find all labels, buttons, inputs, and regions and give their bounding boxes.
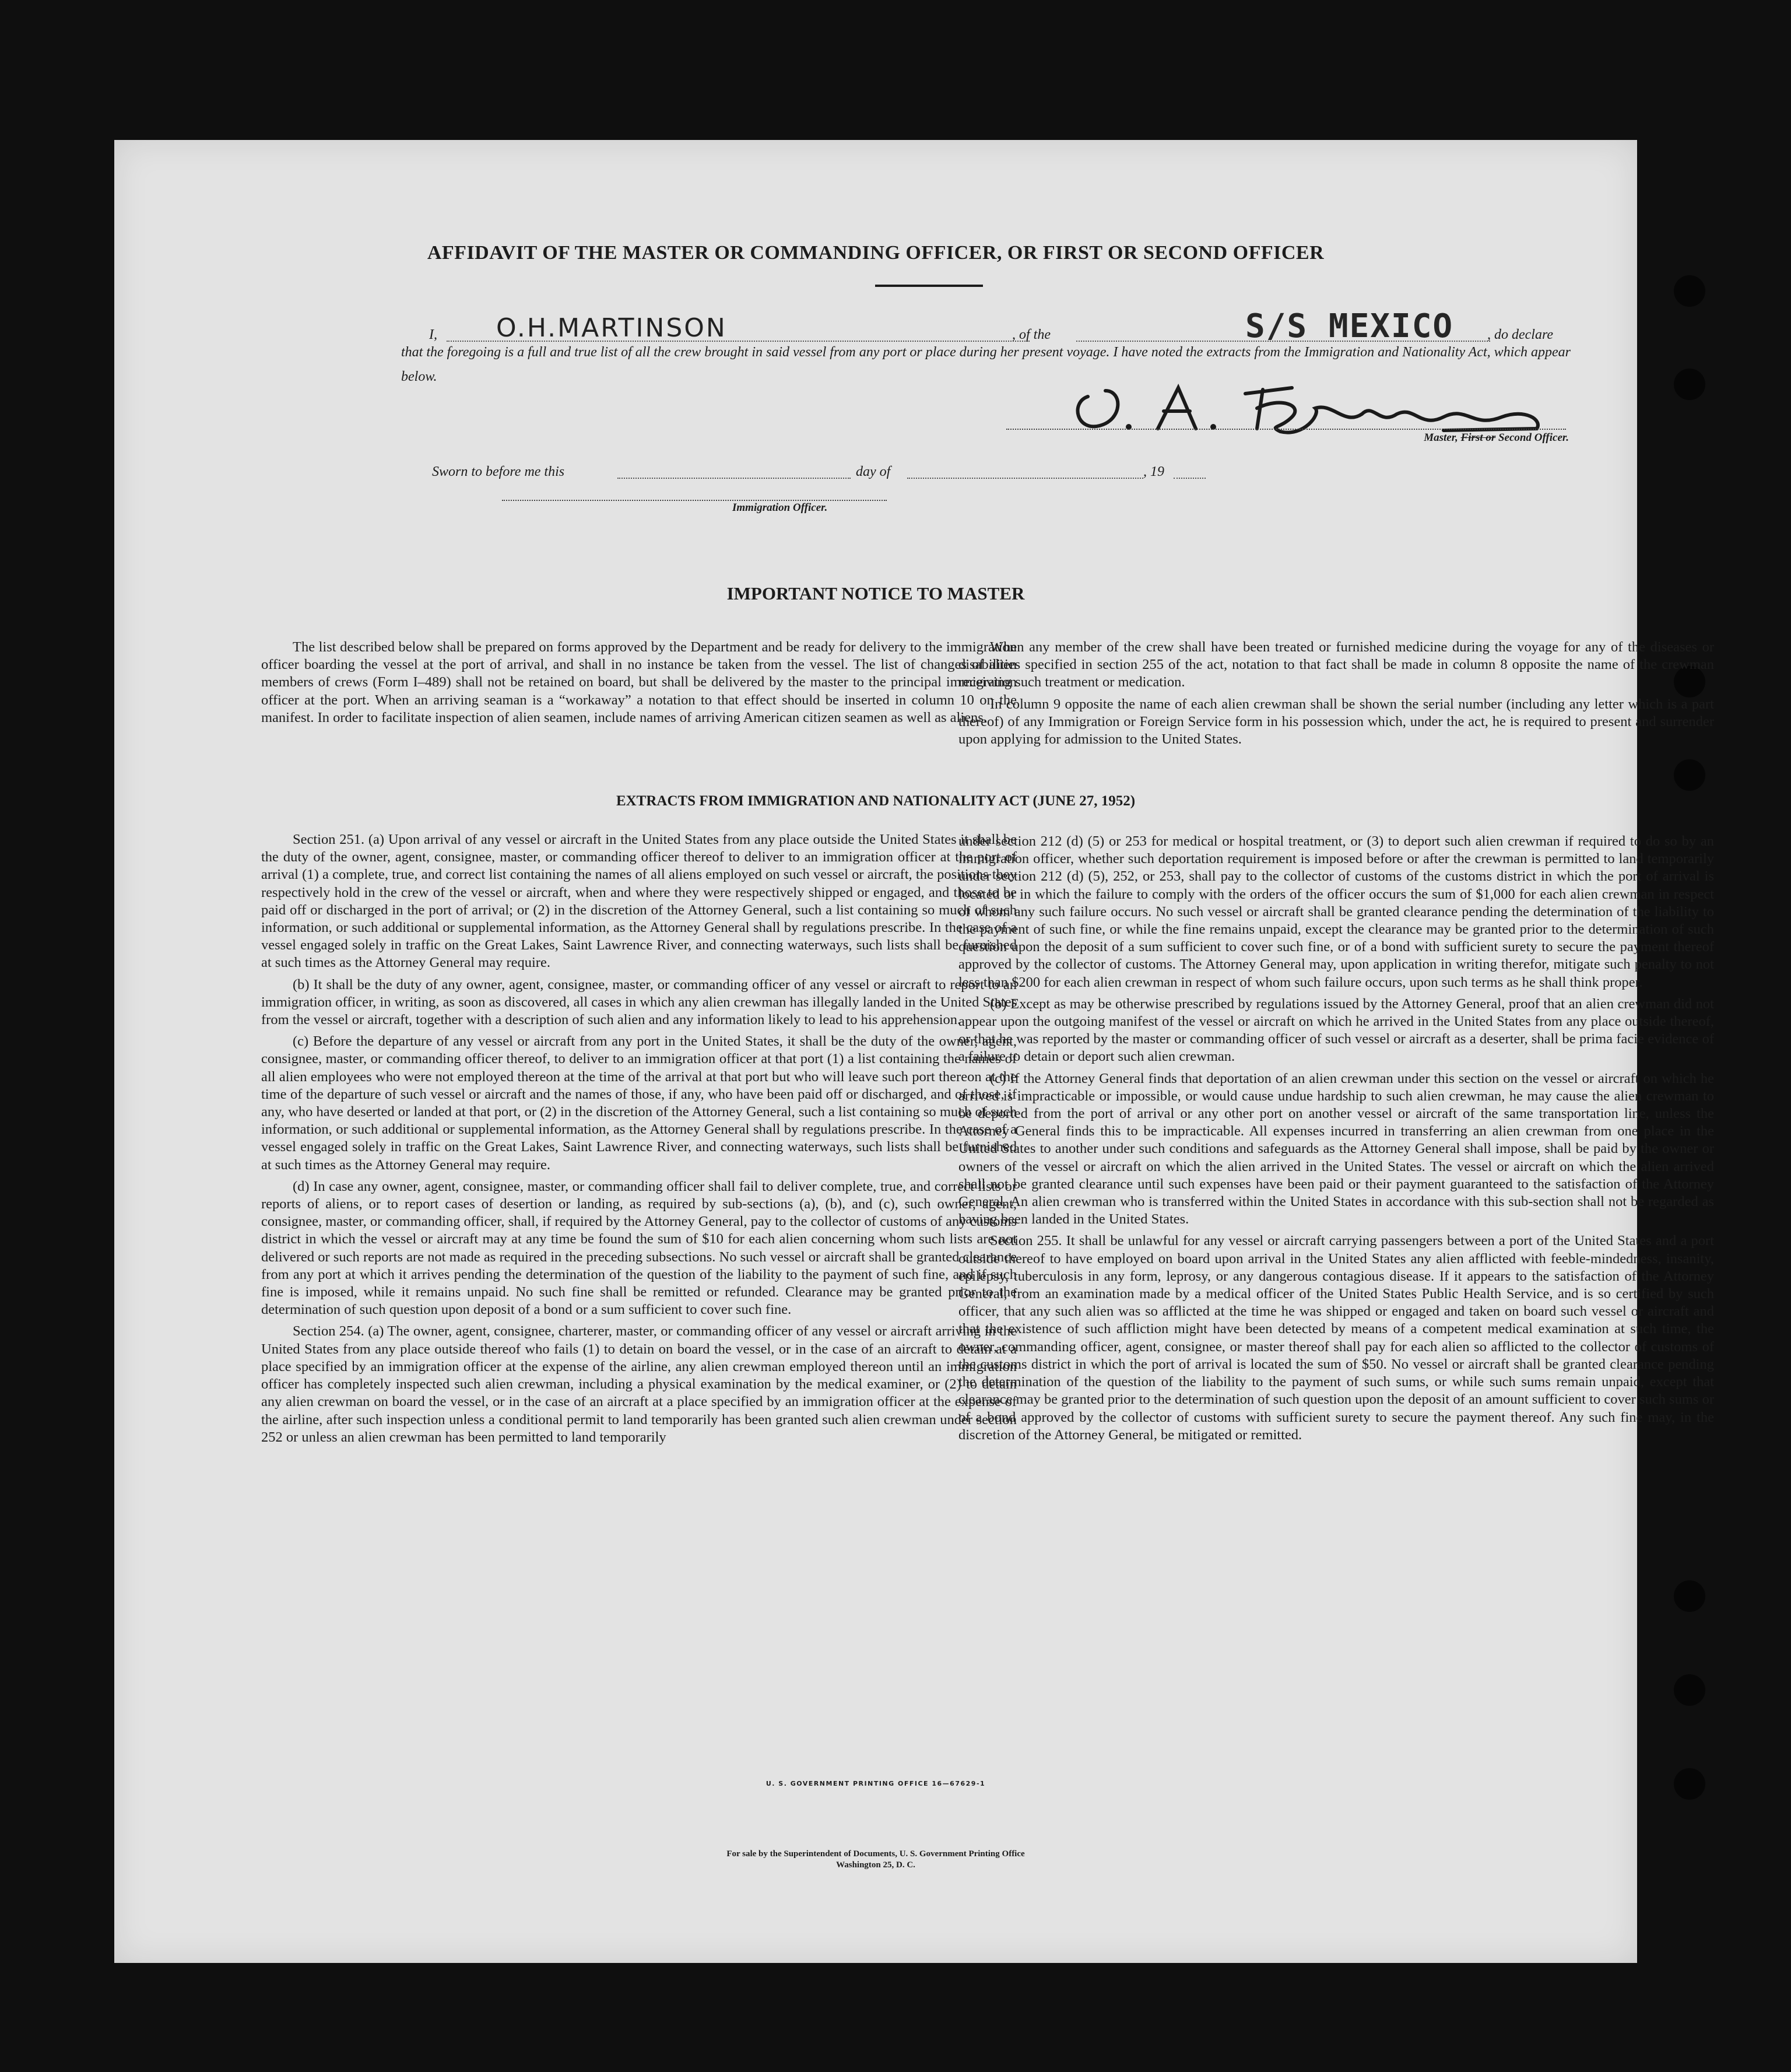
act-paragraph: (c) Before the departure of any vessel or aircraft from any port in the United States, it shall be the duty of the owner, agent, consignee, master, or commanding officer thereof, to deliver to an immigration officer at that port (1) a list containing the names of all alien employees who were not employed thereon at the time of the arrival at that port but who will leave such port thereon at the time of the departure of such vessel or aircraft and the names of those, if any, who have been paid off or discharged, and of those, if any, who have deserted or landed at that port, or (2) in the discretion of the Attorney General, such a list containing so much of such information, or such additional or supplemental information, as the Attorney General shall by regulations prescribe. In the case of a vessel engaged solely in traffic on the Great Lakes, Saint Lawrence River, and connecting waterways, such lists shall be furnished at such times as the Attorney General may require.: [261, 1033, 1017, 1173]
sworn-label: Sworn to before me this: [432, 464, 565, 479]
notice-paragraph: When any member of the crew shall have been treated or furnished medicine during the voyage for any of the diseases or disabilities specified in section 255 of the act, notation to that fact shall be made in column 8 opposite the name of the crewman receiving such treatment or medication.: [958, 639, 1714, 690]
do-declare-label: , do declare: [1487, 327, 1554, 342]
notice-paragraph: In column 9 opposite the name of each alien crewman shall be shown the serial number (including any letter which is a part thereof) of any Immigration or Foreign Service form in his possession which, under the act, he is required to present and surrender upon applying for admission to the United States.: [958, 696, 1714, 748]
notice-paragraph: The list described below shall be prepared on forms approved by the Department and be ready for delivery to the immigration officer boarding the vessel at the port of arrival, and shall in no instance be taken from the vessel. The list of changes of alien members of crews (Form I–489) shall not be retained on board, but shall be delivered by the master to the principal immigration officer at the port. When an arriving seaman is a “workaway” a notation to that effect should be inserted in column 10 on the manifest. In order to facilitate inspection of alien seamen, include names of arriving American citizen seamen as well as aliens.: [261, 639, 1017, 725]
punch-hole: [1674, 275, 1705, 307]
act-paragraph: (b) It shall be the duty of any owner, agent, consignee, master, or commanding officer of any vessel or aircraft to report to an immigration officer, in writing, as soon as discovered, all cases in which any alien crewman has illegally landed in the United States from the vessel or aircraft, together with a description of such alien and any information likely to lead to his apprehension.: [261, 976, 1017, 1028]
punch-hole: [1674, 1674, 1705, 1706]
master-signature-mark: [1070, 373, 1572, 437]
caption-master: Master,: [1424, 432, 1461, 444]
immigration-officer-caption: Immigration Officer.: [732, 502, 828, 514]
punch-hole: [1674, 1768, 1705, 1800]
year-prefix-label: , 19: [1143, 464, 1164, 479]
signature-line: [1006, 429, 1566, 430]
act-paragraph: Section 255. It shall be unlawful for any vessel or aircraft carrying passengers between a port of the United States and a port outside thereof to have employed on board upon arrival in the United States any alien afflicted with feeble-mindedness, insanity, epilepsy, tuberculosis in any form, leprosy, or any dangerous contagious disease. If it appears to the satisfaction of the Attorney General, from an examination made by a medical officer of the United States Public Health Service, and is so certified by such officer, that any such alien was so afflicted at the time he was shipped or engaged and taken on board such vessel or aircraft and that the existence of such affliction might have been detected by means of a competent medical examination at such time, the owner, commanding officer, agent, consignee, or master thereof shall pay for each alien so afflicted to the collector of customs of the customs district in which the port of arrival is located the sum of $50. No vessel or aircraft shall be granted clearance pending the determination of the question of the liability to the payment of such sums, or while such sums remain unpaid, except that clearance may be granted prior to the determination of such question upon the deposit of an amount sufficient to cover such sums or of a bond approved by the collector of customs with sufficient surety to secure the payment thereof. Any such fine may, in the discretion of the Attorney General, be mitigated or remitted.: [958, 1233, 1714, 1443]
act-paragraph: Section 254. (a) The owner, agent, consignee, charterer, master, or commanding officer of any vessel or aircraft arriving in the United States from any place outside thereof who fails (1) to detain on board the vessel, or in the case of an aircraft to detain at a place specified by an immigration officer at the expense of the airline, any alien crewman employed thereon until an immigration officer has completely inspected such alien crewman, including a physical examination by the medical examiner, or (2) to detain any alien crewman on board the vessel, or in the case of an aircraft at a place specified by an immigration officer at the expense of the airline, after such inspection unless a conditional permit to land temporarily has been granted such alien crewman under section 252 or unless an alien crewman has been permitted to land temporarily: [261, 1323, 1017, 1445]
notice-heading: IMPORTANT NOTICE TO MASTER: [726, 583, 1025, 604]
of-the-label: , of the: [1012, 327, 1051, 342]
declaration-statement: that the foregoing is a full and true list of all the crew brought in said vessel from any port or place during her present voyage. I have noted the extracts from the Immigration and Nationality Act, which appear below.: [401, 345, 1571, 384]
day-of-label: day of: [856, 464, 891, 479]
sworn-year-field: [1174, 478, 1206, 479]
extracts-heading: EXTRACTS FROM IMMIGRATION AND NATIONALITY ACT (JUNE 27, 1952): [616, 793, 1136, 809]
immigration-officer-line: [502, 500, 887, 501]
affidavit-title: AFFIDAVIT OF THE MASTER OR COMMANDING OFFICER, OR FIRST OR SECOND OFFICER: [427, 242, 1325, 264]
title-rule: [875, 285, 983, 287]
declaration-prefix: I,: [429, 327, 437, 342]
act-paragraph: under section 212 (d) (5) or 253 for medical or hospital treatment, or (3) to deport such alien crewman if required to do so by an immigration officer, whether such deportation requirement is imposed before or after the crewman is permitted to land temporarily under section 212 (d) (5), 252, or 253, shall pay to the collector of customs of the customs district in which the port of arrival is located or in which the failure to comply with the orders of the officer occurs the sum of $1,000 for each alien crewman in respect of whom any such failure occurs. No such vessel or aircraft shall be granted clearance pending the determination of the liability to the payment of such fine, or while the fine remains unpaid, except the clearance may be granted prior to the determination of such question upon the deposit of a sum sufficient to cover such fine, or of a bond with sufficient surety to secure the payment thereof approved by the collector of customs. The Attorney General may, upon application in writing therefor, mitigate such penalty to not less than $200 for each alien crewman in respect of whom such failure occurs, upon such terms as he shall think proper.: [958, 833, 1714, 990]
act-paragraph: Section 251. (a) Upon arrival of any vessel or aircraft in the United States from any place outside the United States it shall be the duty of the owner, agent, consignee, master, or commanding officer thereof to deliver to an immigration officer at the port of arrival (1) a complete, true, and correct list containing the names of all aliens employed on such vessel or aircraft, the positions they respectively hold in the crew of the vessel or aircraft, when and where they were respectively shipped or engaged, and those to be paid off or discharged in the port of arrival; or (2) in the discretion of the Attorney General, such a list containing so much of such information, or such additional or supplemental information, as the Attorney General shall by regulations prescribe. In the case of a vessel engaged solely in traffic on the Great Lakes, Saint Lawrence River, and connecting waterways, such lists shall be furnished at such times as the Attorney General may require.: [261, 832, 1017, 971]
sworn-day-field: [617, 478, 851, 479]
extracts-left-column: [261, 831, 1017, 1450]
punch-hole: [1674, 1580, 1705, 1612]
officer-name-field: O.H.MARTINSON: [496, 313, 727, 343]
notice-right-text: [958, 639, 1714, 752]
printing-office-line: U. S. GOVERNMENT PRINTING OFFICE 16—67629-1: [765, 1780, 986, 1787]
signature-caption: [1254, 432, 1569, 444]
notice-left-column: [261, 639, 1017, 731]
punch-hole: [1674, 369, 1705, 400]
vessel-name-field: S/S MEXICO: [1245, 307, 1454, 345]
sale-notice: [114, 1849, 1637, 1871]
extracts-right-column: [958, 833, 1714, 1448]
sale-line-2: Washington 25, D. C.: [836, 1860, 915, 1870]
sworn-month-field: [907, 478, 1143, 479]
caption-officer: Second Officer.: [1495, 432, 1569, 444]
sworn-line: [432, 452, 1336, 487]
punch-hole: [1674, 759, 1705, 791]
act-paragraph: (b) Except as may be otherwise prescribed by regulations issued by the Attorney General, proof that an alien crewman did not appear upon the outgoing manifest of the vessel or aircraft on which he arrived in the United States from any place outside thereof, or that he was reported by the master or commanding officer of such vessel or aircraft as a deserter, shall be prima facie evidence of a failure to detain or deport such alien crewman.: [958, 995, 1714, 1065]
caption-struck: First or: [1460, 432, 1496, 444]
act-paragraph: (d) In case any owner, agent, consignee, master, or commanding officer shall fail to deliver complete, true, and correct lists or reports of aliens, or to report cases of desertion or landing, as required by sub-sections (a), (b), and (c), such owner, agent, consignee, master, or commanding officer, shall, if required by the Attorney General, pay to the collector of customs of any customs district in which the vessel or aircraft may at any time be found the sum of $10 for each alien concerning whom such lists are not delivered or such reports are not made as required in the preceding subsections. No such vessel or aircraft shall be granted clearance from any port at which it arrives pending the determination of the question of the liability to the payment of such fine, and if such fine is imposed, while it remains unpaid. No such fine shall be remitted or refunded. Clearance may be granted prior to the determination of such question upon deposit of a bond or a sum sufficient to cover such fine.: [261, 1178, 1017, 1318]
sale-line-1: For sale by the Superintendent of Documents, U. S. Government Printing Office: [726, 1849, 1025, 1859]
act-paragraph: (c) If the Attorney General finds that deportation of an alien crewman under this section on the vessel or aircraft on which he arrived is impracticable or impossible, or would cause undue hardship to such alien crewman, he may cause the alien crewman to be deported from the port of arrival or any other port on another vessel or aircraft of the same transportation line, unless the Attorney General finds this to be impracticable. All expenses incurred in transferring an alien crewman from one place in the United States to another under such conditions and safeguards as the Attorney General shall impose, shall be paid by the owner or owners of the vessel or aircraft on which the alien arrived in the United States. The vessel or aircraft on which the alien arrived shall not be granted clearance until such expenses have been paid or their payment guaranteed to the satisfaction of the Attorney General. An alien crewman who is transferred within the United States in accordance with this sub-section shall not be regarded as having been landed in the United States.: [958, 1070, 1714, 1228]
